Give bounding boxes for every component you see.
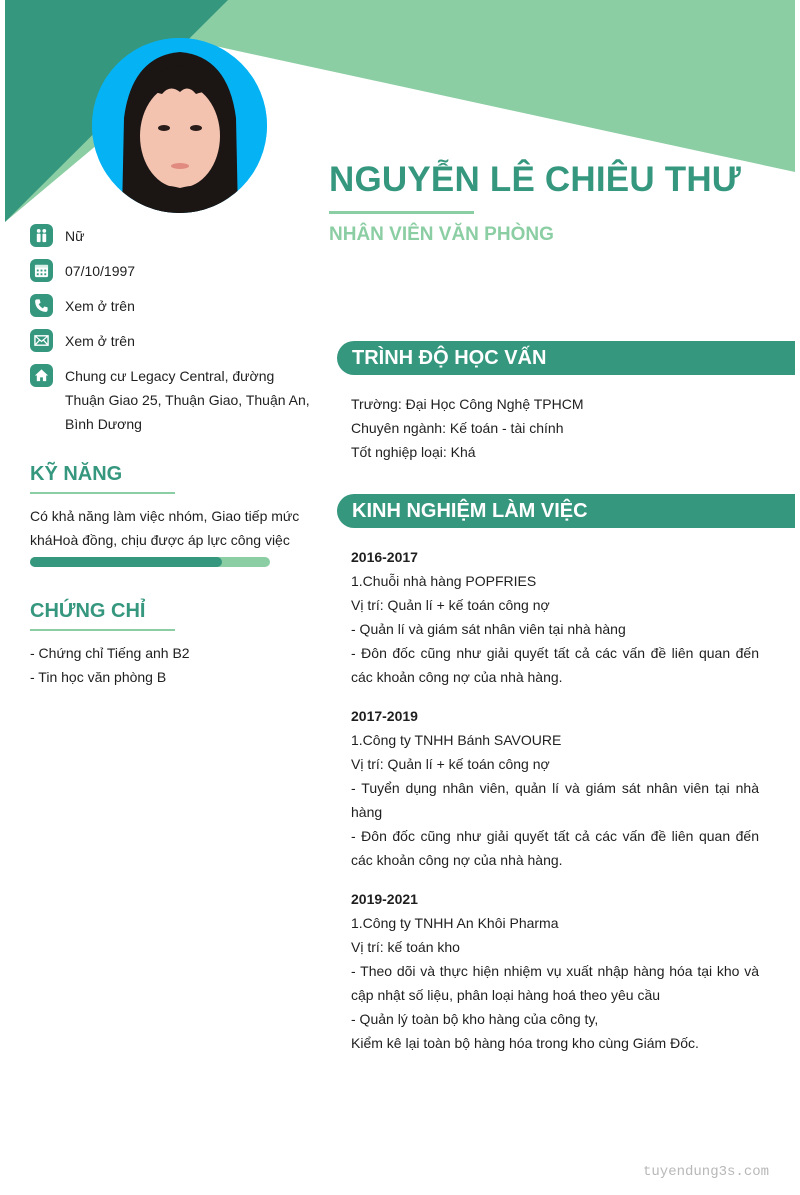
contact-phone bbox=[30, 294, 310, 318]
portrait-image bbox=[92, 38, 267, 213]
phone-value[interactable]: Xem ở trên bbox=[65, 298, 135, 314]
phone-icon bbox=[30, 294, 53, 317]
skill-level-bar bbox=[30, 557, 270, 567]
experience-item bbox=[351, 545, 759, 689]
watermark[interactable]: tuyendung3s.com bbox=[643, 1164, 770, 1180]
skills-divider bbox=[30, 492, 175, 494]
experience-period: 2016-2017 bbox=[351, 549, 418, 565]
skills-text: Có khả năng làm việc nhóm, Giao tiếp mức kháHoà đồng, chịu được áp lực công việc bbox=[30, 508, 300, 548]
experience-body bbox=[351, 545, 759, 1070]
contact-gender bbox=[30, 224, 310, 248]
experience-item bbox=[351, 704, 759, 872]
skills-title: KỸ NĂNG bbox=[30, 463, 123, 485]
contact-birthday bbox=[30, 259, 310, 283]
skills-section bbox=[30, 463, 310, 567]
skill-level-fill bbox=[30, 557, 222, 567]
name-divider bbox=[329, 211, 474, 214]
experience-period: 2019-2021 bbox=[351, 891, 418, 907]
experience-company: 1.Công ty TNHH An Khôi Pharma bbox=[351, 915, 559, 931]
experience-header: KINH NGHIỆM LÀM VIỆC bbox=[337, 494, 795, 528]
experience-period: 2017-2019 bbox=[351, 708, 418, 724]
avatar-photo bbox=[92, 38, 267, 213]
address-value: Chung cư Legacy Central, đường Thuận Giao 25, Thuận Giao, Thuận An, Bình Dương bbox=[65, 368, 310, 432]
experience-duty: Kiểm kê lại toàn bộ hàng hóa trong kho cùng Giám Đốc. bbox=[351, 1035, 699, 1051]
experience-duty: - Quản lí và giám sát nhân viên tại nhà hàng bbox=[351, 621, 626, 637]
gender-value: Nữ bbox=[65, 228, 85, 244]
experience-duty: - Đôn đốc cũng như giải quyết tất cả các vấn đề liên quan đến các khoản công nợ của nhà hàng. bbox=[351, 645, 759, 685]
experience-duty: - Tuyển dụng nhân viên, quản lí và giám sát nhân viên tại nhà hàng bbox=[351, 780, 759, 820]
birthday-value: 07/10/1997 bbox=[65, 263, 136, 279]
experience-duty: - Đôn đốc cũng như giải quyết tất cả các vấn đề liên quan đến các khoản công nợ của nhà hàng. bbox=[351, 828, 759, 868]
experience-position: Vị trí: Quản lí + kế toán công nợ bbox=[351, 597, 550, 613]
home-icon bbox=[30, 364, 53, 387]
certificates-section bbox=[30, 600, 310, 689]
experience-position: Vị trí: kế toán kho bbox=[351, 939, 460, 955]
experience-position: Vị trí: Quản lí + kế toán công nợ bbox=[351, 756, 550, 772]
education-school: Trường: Đại Học Công Nghệ TPHCM bbox=[351, 396, 584, 412]
education-grade: Tốt nghiệp loại: Khá bbox=[351, 444, 476, 460]
job-title: NHÂN VIÊN VĂN PHÒNG bbox=[329, 224, 554, 245]
gender-icon bbox=[30, 224, 53, 247]
experience-duty: - Theo dõi và thực hiện nhiệm vụ xuất nhập hàng hóa tại kho và cập nhật số liệu, phân loại hàng hoá theo yêu cầu bbox=[351, 963, 759, 1003]
contact-list bbox=[30, 224, 310, 447]
email-value[interactable]: Xem ở trên bbox=[65, 333, 135, 349]
education-major: Chuyên ngành: Kế toán - tài chính bbox=[351, 420, 564, 436]
certificates-divider bbox=[30, 629, 175, 631]
certificate-item: - Tin học văn phòng B bbox=[30, 669, 167, 685]
certificates-title: CHỨNG CHỈ bbox=[30, 600, 146, 622]
candidate-name: NGUYỄN LÊ CHIÊU THƯ bbox=[329, 160, 742, 199]
calendar-icon bbox=[30, 259, 53, 282]
education-header: TRÌNH ĐỘ HỌC VẤN bbox=[337, 341, 795, 375]
experience-duty: - Quản lý toàn bộ kho hàng của công ty, bbox=[351, 1011, 599, 1027]
experience-company: 1.Chuỗi nhà hàng POPFRIES bbox=[351, 573, 537, 589]
experience-company: 1.Công ty TNHH Bánh SAVOURE bbox=[351, 732, 562, 748]
cv-page bbox=[5, 0, 795, 1195]
contact-address bbox=[30, 364, 310, 436]
mail-icon bbox=[30, 329, 53, 352]
contact-email bbox=[30, 329, 310, 353]
education-body bbox=[351, 392, 759, 464]
certificate-item: - Chứng chỉ Tiếng anh B2 bbox=[30, 645, 190, 661]
experience-item bbox=[351, 887, 759, 1055]
